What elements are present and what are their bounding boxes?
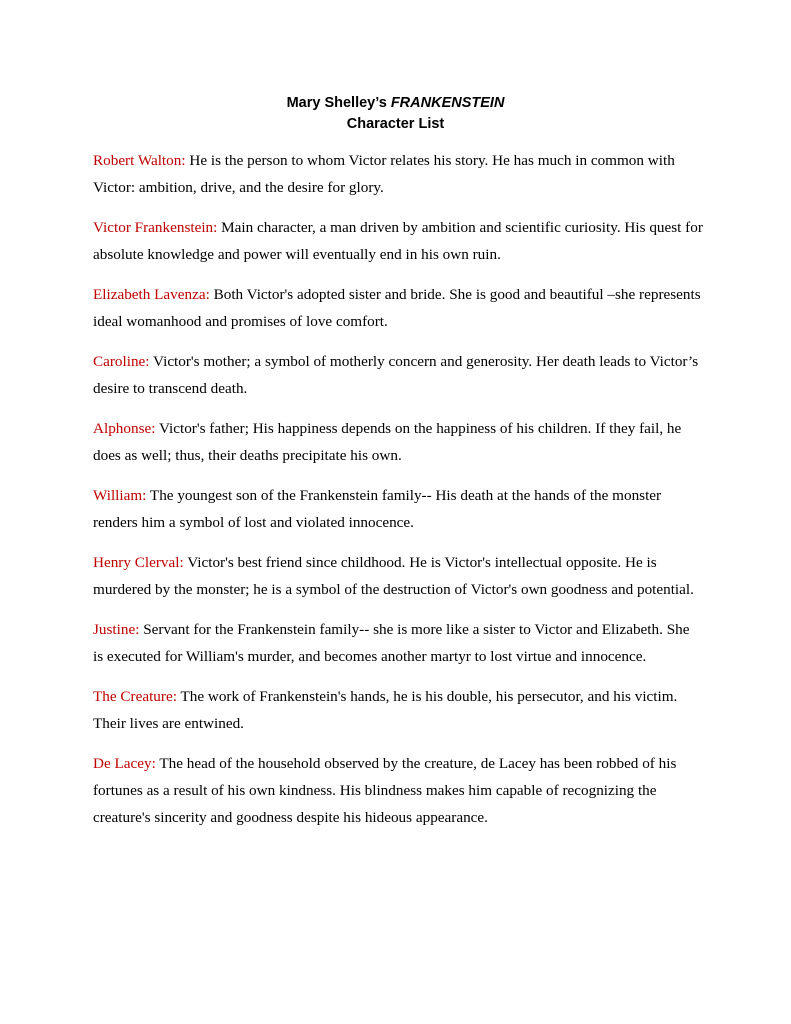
character-description: He is the person to whom Victor relates his story. He has much in common with Victor: ambition, drive, and the desire for glory. <box>93 152 675 196</box>
character-description: The head of the household observed by the creature, de Lacey has been robbed of his fortunes as a result of his own kindness. His blindness makes him capable of recognizing the creature's sincerity and goodness despite his hideous appearance. <box>93 755 677 826</box>
character-list <box>93 147 703 844</box>
character-name: Alphonse: <box>93 420 156 437</box>
character-name: The Creature: <box>93 688 177 705</box>
character-entry-elizabeth-lavenza <box>93 281 703 335</box>
character-name: Victor Frankenstein: <box>93 219 218 236</box>
character-name: Justine: <box>93 621 140 638</box>
character-description: Victor's mother; a symbol of motherly concern and generosity. Her death leads to Victor’s desire to transcend death. <box>93 353 699 397</box>
character-entry-henry-clerval <box>93 549 703 603</box>
title-author: Mary Shelley’s <box>286 95 391 111</box>
character-description: Main character, a man driven by ambition and scientific curiosity. His quest for absolute knowledge and power will eventually end in his own ruin. <box>93 219 703 263</box>
character-entry-the-creature <box>93 683 703 737</box>
character-description: Servant for the Frankenstein family-- she is more like a sister to Victor and Elizabeth. She is executed for William's murder, and becomes another martyr to lost virtue and innocence. <box>93 621 690 665</box>
character-name: William: <box>93 487 147 504</box>
character-description: Victor's father; His happiness depends on the happiness of his children. If they fail, he does as well; thus, their deaths precipitate his own. <box>93 420 682 464</box>
character-entry-caroline <box>93 348 703 402</box>
title-book-name: FRANKENSTEIN <box>390 95 505 111</box>
character-name: Elizabeth Lavenza: <box>93 286 210 303</box>
title-line-2: Character List <box>346 116 445 132</box>
character-description: Victor's best friend since childhood. He is Victor's intellectual opposite. He is murdered by the monster; he is a symbol of the destruction of Victor's own goodness and potential. <box>93 554 694 598</box>
character-entry-william <box>93 482 703 536</box>
character-entry-robert-walton <box>93 147 703 201</box>
character-name: Caroline: <box>93 353 150 370</box>
character-description: The youngest son of the Frankenstein family-- His death at the hands of the monster renders him a symbol of lost and violated innocence. <box>93 487 662 531</box>
character-entry-justine <box>93 616 703 670</box>
character-description: The work of Frankenstein's hands, he is his double, his persecutor, and his victim. Their lives are entwined. <box>93 688 678 732</box>
document-title <box>0 93 791 135</box>
character-name: De Lacey: <box>93 755 156 772</box>
character-description: Both Victor's adopted sister and bride. She is good and beautiful –she represents ideal womanhood and promises of love comfort. <box>93 286 701 330</box>
character-entry-victor-frankenstein <box>93 214 703 268</box>
character-entry-alphonse <box>93 415 703 469</box>
character-entry-de-lacey <box>93 750 703 831</box>
character-name: Henry Clerval: <box>93 554 184 571</box>
character-name: Robert Walton: <box>93 152 186 169</box>
title-line-1 <box>0 93 791 114</box>
